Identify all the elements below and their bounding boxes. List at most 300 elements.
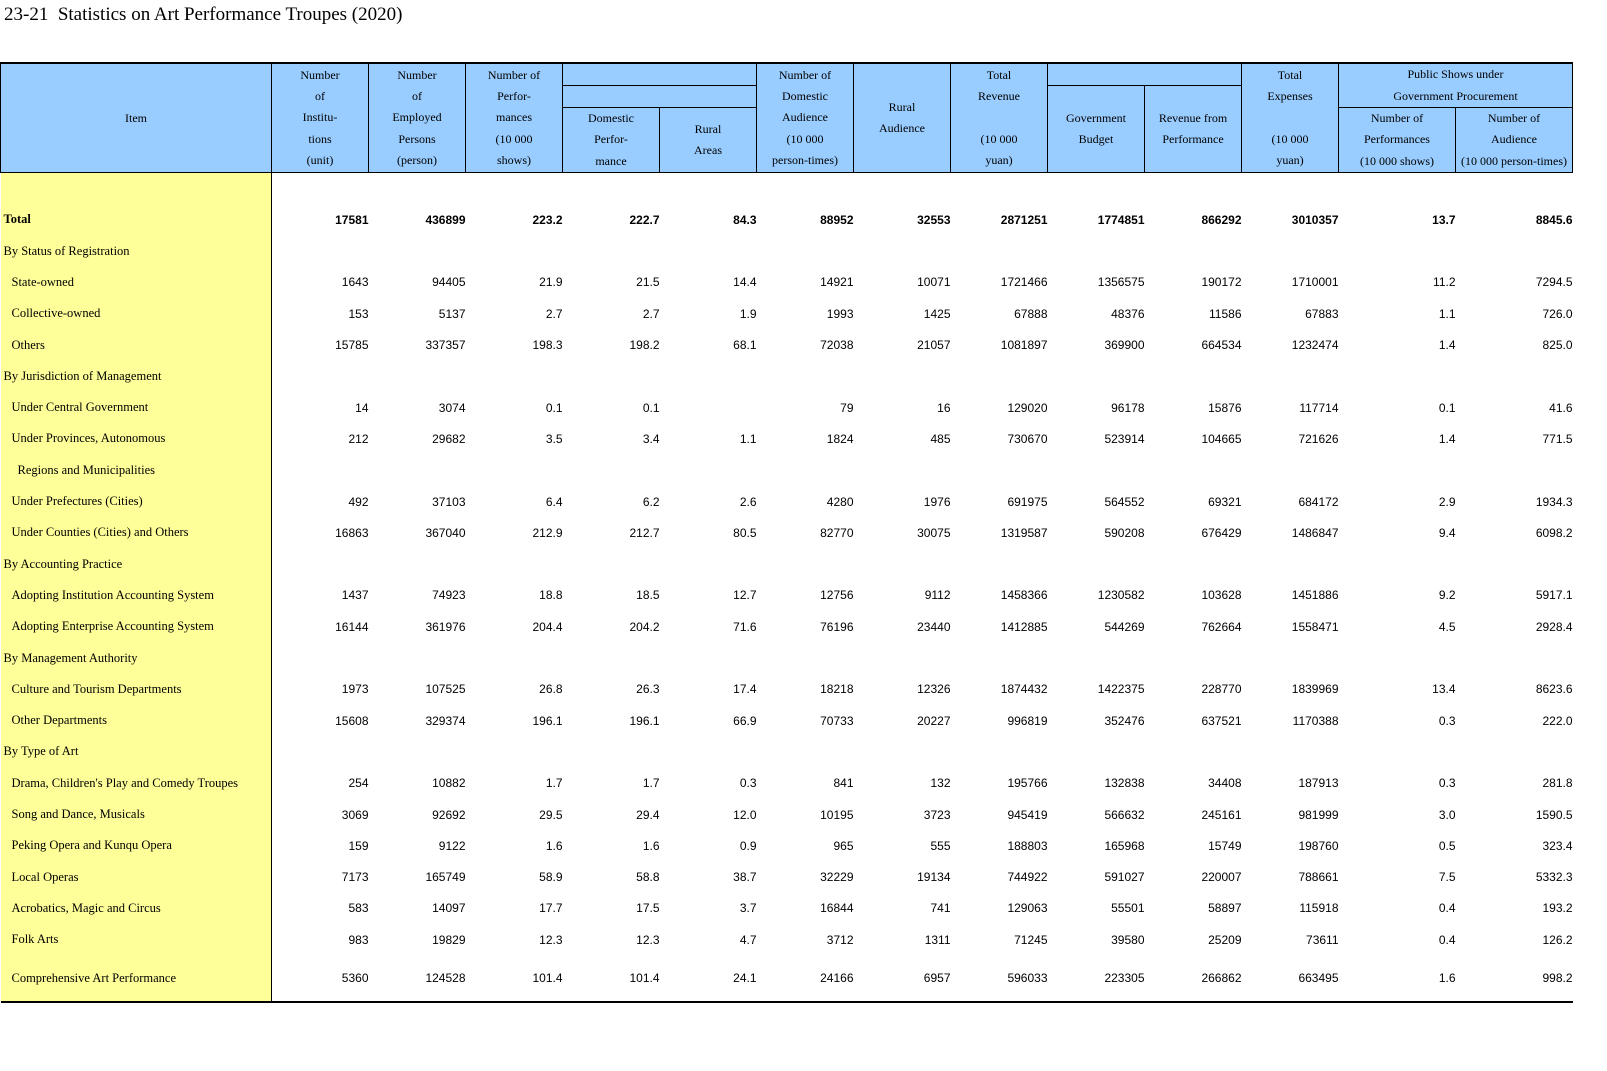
table-cell: 0.1 <box>545 400 563 415</box>
table-cell: 165749 <box>425 870 466 885</box>
table-cell: 82770 <box>820 525 854 540</box>
table-cell: 84.3 <box>733 212 757 227</box>
table-cell: 691975 <box>1007 494 1048 509</box>
table-cell: 13.4 <box>1432 682 1456 697</box>
table-cell: 11.2 <box>1433 275 1456 290</box>
table-row <box>1 955 1573 1002</box>
table-cell: 9112 <box>924 588 951 603</box>
table-row <box>1 768 1573 799</box>
table-cell: 2.6 <box>739 494 757 509</box>
table-cell <box>1242 642 1339 673</box>
table-cell: 222.7 <box>629 212 660 227</box>
table-cell <box>1339 548 1456 579</box>
spacer-row <box>1 173 1573 205</box>
table-cell: 37103 <box>432 494 466 509</box>
table-cell: 13.7 <box>1432 212 1456 227</box>
table-cell: 825.0 <box>1542 338 1573 353</box>
table-cell: 1.4 <box>1438 338 1456 353</box>
row-label: Comprehensive Art Performance <box>1 955 272 1002</box>
row-label: Culture and Tourism Departments <box>1 674 272 705</box>
table-cell: 436899 <box>425 212 466 227</box>
table-cell <box>1048 236 1145 267</box>
table-cell: 1230582 <box>1097 588 1145 603</box>
table-cell: 1451886 <box>1291 588 1339 603</box>
table-row <box>1 705 1573 736</box>
table-cell <box>854 548 951 579</box>
table-cell <box>1456 236 1573 267</box>
row-label: Under Provinces, Autonomous <box>1 423 272 454</box>
header-rural-audience: Rural Audience <box>854 63 951 173</box>
row-label: Adopting Enterprise Accounting System <box>1 611 272 642</box>
table-cell <box>951 548 1048 579</box>
table-cell <box>660 548 757 579</box>
table-cell: 945419 <box>1007 807 1048 822</box>
table-cell: 26.3 <box>636 682 660 697</box>
table-cell <box>1456 455 1573 486</box>
table-cell: 38.7 <box>733 870 757 885</box>
table-cell: 12.7 <box>733 588 757 603</box>
table-cell: 16863 <box>335 525 369 540</box>
table-cell <box>272 736 369 767</box>
table-cell: 788661 <box>1298 870 1339 885</box>
table-cell: 6.4 <box>545 494 563 509</box>
table-cell <box>757 736 854 767</box>
row-label: Other Departments <box>1 705 272 736</box>
table-cell: 983 <box>348 932 369 947</box>
table-cell: 684172 <box>1298 494 1339 509</box>
table-cell: 1081897 <box>1000 338 1048 353</box>
row-label: Adopting Institution Accounting System <box>1 580 272 611</box>
spacer-cell <box>1 173 272 205</box>
table-cell: 71.6 <box>733 619 757 634</box>
table-cell: 12326 <box>917 682 951 697</box>
spacer-cell <box>1339 173 1456 205</box>
table-cell <box>1048 548 1145 579</box>
table-cell: 492 <box>348 494 369 509</box>
table-cell: 41.6 <box>1549 400 1573 415</box>
table-cell <box>951 236 1048 267</box>
table-cell: 10071 <box>917 275 951 290</box>
table-cell: 19829 <box>432 932 466 947</box>
table-row <box>1 455 1573 486</box>
table-cell <box>1145 361 1242 392</box>
table-row <box>1 486 1573 517</box>
table-cell: 3.7 <box>739 901 757 916</box>
table-cell <box>1339 736 1456 767</box>
table-cell <box>369 236 466 267</box>
table-cell: 663495 <box>1242 955 1339 1002</box>
table-cell: 1993 <box>826 306 854 321</box>
table-cell: 29.4 <box>636 807 660 822</box>
table-cell: 1486847 <box>1291 525 1339 540</box>
table-cell: 23440 <box>917 619 951 634</box>
table-cell <box>1048 455 1145 486</box>
table-cell: 21.5 <box>636 275 660 290</box>
table-cell: 70733 <box>820 713 854 728</box>
spacer-cell <box>1048 173 1145 205</box>
table-cell: 193.2 <box>1542 901 1573 916</box>
table-cell: 664534 <box>1201 338 1242 353</box>
table-row <box>1 924 1573 955</box>
table-cell: 17.4 <box>733 682 757 697</box>
table-cell <box>369 548 466 579</box>
table-cell: 58897 <box>1208 901 1242 916</box>
table-cell <box>757 236 854 267</box>
table-row <box>1 611 1573 642</box>
row-label: By Jurisdiction of Management <box>1 361 272 392</box>
table-cell: 591027 <box>1104 870 1145 885</box>
table-cell: 17.5 <box>636 901 660 916</box>
table-cell <box>660 361 757 392</box>
table-cell <box>951 455 1048 486</box>
table-cell <box>1145 642 1242 673</box>
table-cell: 79 <box>840 400 854 415</box>
table-cell: 1412885 <box>1000 619 1048 634</box>
row-label: Folk Arts <box>1 924 272 955</box>
table-cell <box>369 736 466 767</box>
table-cell: 1774851 <box>1097 212 1145 227</box>
table-cell: 1558471 <box>1291 619 1339 634</box>
table-cell: 129020 <box>1007 400 1048 415</box>
table-cell: 0.3 <box>1438 776 1456 791</box>
table-cell: 726.0 <box>1542 306 1573 321</box>
table-cell: 5360 <box>272 955 369 1002</box>
table-cell: 73611 <box>1306 932 1339 947</box>
row-label: Collective-owned <box>1 298 272 329</box>
row-label: Regions and Municipalities <box>1 455 272 486</box>
table-cell <box>1242 736 1339 767</box>
table-cell <box>563 455 660 486</box>
table-cell: 14.4 <box>733 275 757 290</box>
table-cell <box>1242 455 1339 486</box>
row-label: Peking Opera and Kunqu Opera <box>1 830 272 861</box>
table-cell: 1.1 <box>739 431 757 446</box>
header-public-performances: Number of Performances (10 000 shows) <box>1339 108 1456 173</box>
table-cell: 2.7 <box>545 306 563 321</box>
row-label: Total <box>1 204 272 235</box>
table-cell: 67888 <box>1014 306 1048 321</box>
table-cell: 15785 <box>335 338 369 353</box>
table-cell: 129063 <box>1007 901 1048 916</box>
table-cell: 721626 <box>1298 431 1339 446</box>
table-cell: 8845.6 <box>1535 212 1573 227</box>
table-cell: 1643 <box>341 275 369 290</box>
table-row <box>1 423 1573 454</box>
table-cell: 6098.2 <box>1535 525 1573 540</box>
table-cell: 1.4 <box>1438 431 1456 446</box>
table-cell: 2.9 <box>1438 494 1456 509</box>
table-row <box>1 674 1573 705</box>
table-cell: 866292 <box>1201 212 1242 227</box>
table-cell <box>660 236 757 267</box>
table-cell <box>951 642 1048 673</box>
table-cell <box>1145 548 1242 579</box>
table-row <box>1 642 1573 673</box>
table-cell: 323.4 <box>1542 838 1573 853</box>
table-cell <box>1048 361 1145 392</box>
table-cell: 55501 <box>1111 901 1145 916</box>
table-cell <box>660 642 757 673</box>
table-cell: 117714 <box>1299 400 1339 415</box>
table-cell: 8623.6 <box>1535 682 1573 697</box>
table-cell: 555 <box>930 838 951 853</box>
table-cell <box>854 455 951 486</box>
table-cell: 74923 <box>432 588 466 603</box>
table-cell: 5917.1 <box>1535 588 1573 603</box>
table-cell: 485 <box>930 431 951 446</box>
table-cell: 254 <box>348 776 369 791</box>
table-cell: 3010357 <box>1291 212 1339 227</box>
table-cell: 195766 <box>1007 776 1048 791</box>
table-cell: 352476 <box>1104 713 1145 728</box>
table-cell <box>1242 548 1339 579</box>
table-cell <box>272 642 369 673</box>
header-performances-subgroup-line <box>563 86 757 108</box>
table-row <box>1 204 1573 235</box>
table-cell: 566632 <box>1104 807 1145 822</box>
table-cell: 9122 <box>438 838 466 853</box>
header-item: Item <box>1 63 272 173</box>
table-cell <box>1242 361 1339 392</box>
header-domestic-performance: Domestic Perfor- mance <box>563 108 660 173</box>
table-cell: 730670 <box>1007 431 1048 446</box>
table-cell <box>466 236 563 267</box>
table-cell: 24.1 <box>660 955 757 1002</box>
table-cell: 1458366 <box>1000 588 1048 603</box>
table-cell: 0.9 <box>739 838 757 853</box>
table-cell <box>1145 455 1242 486</box>
table-cell <box>854 736 951 767</box>
table-cell: 14097 <box>432 901 466 916</box>
table-cell: 198760 <box>1298 838 1339 853</box>
table-cell: 76196 <box>820 619 854 634</box>
table-cell: 68.1 <box>733 338 757 353</box>
table-cell: 14 <box>355 400 369 415</box>
spacer-cell <box>369 173 466 205</box>
row-label: By Management Authority <box>1 642 272 673</box>
row-label: By Type of Art <box>1 736 272 767</box>
table-row <box>1 267 1573 298</box>
table-cell: 6.2 <box>642 494 660 509</box>
table-cell: 544269 <box>1104 619 1145 634</box>
table-cell: 637521 <box>1201 713 1242 728</box>
header-revenue-group-blank <box>1048 63 1242 86</box>
table-cell <box>1339 236 1456 267</box>
table-cell: 7173 <box>341 870 369 885</box>
table-cell: 12.0 <box>733 807 757 822</box>
table-cell: 188803 <box>1007 838 1048 853</box>
table-cell: 12.3 <box>636 932 660 947</box>
table-cell: 196.1 <box>532 713 563 728</box>
table-cell <box>466 548 563 579</box>
table-cell: 0.1 <box>1438 400 1456 415</box>
spacer-cell <box>757 173 854 205</box>
table-cell: 1976 <box>923 494 951 509</box>
table-cell: 3074 <box>438 400 466 415</box>
table-cell: 3712 <box>826 932 854 947</box>
table-cell: 29682 <box>432 431 466 446</box>
table-cell: 676429 <box>1201 525 1242 540</box>
table-row <box>1 736 1573 767</box>
table-cell: 80.5 <box>733 525 757 540</box>
row-label: Drama, Children's Play and Comedy Troupes <box>1 768 272 799</box>
table-cell: 2871251 <box>1000 212 1048 227</box>
table-cell: 16144 <box>335 619 369 634</box>
table-cell: 1356575 <box>1097 275 1145 290</box>
table-cell: 981999 <box>1298 807 1339 822</box>
table-cell: 187913 <box>1298 776 1339 791</box>
table-cell <box>1145 736 1242 767</box>
table-cell: 132838 <box>1104 776 1145 791</box>
table-cell: 583 <box>348 901 369 916</box>
table-cell: 2.7 <box>642 306 660 321</box>
table-header <box>1 63 1573 173</box>
table-cell: 29.5 <box>539 807 563 822</box>
table-cell: 12756 <box>820 588 854 603</box>
table-cell: 965 <box>833 838 854 853</box>
table-cell <box>1242 236 1339 267</box>
table-cell: 7.5 <box>1438 870 1456 885</box>
table-cell: 17581 <box>335 212 369 227</box>
spacer-cell <box>466 173 563 205</box>
table-cell: 220007 <box>1201 870 1242 885</box>
row-label: Under Central Government <box>1 392 272 423</box>
table-cell: 9.4 <box>1438 525 1456 540</box>
table-cell <box>1339 455 1456 486</box>
table-cell: 0.3 <box>739 776 757 791</box>
table-cell <box>272 361 369 392</box>
table-cell: 101.4 <box>563 955 660 1002</box>
table-cell: 4.5 <box>1438 619 1456 634</box>
table-row <box>1 861 1573 892</box>
table-cell <box>1456 642 1573 673</box>
table-cell: 72038 <box>820 338 854 353</box>
table-cell: 564552 <box>1104 494 1145 509</box>
table-cell: 58.9 <box>539 870 563 885</box>
table-cell <box>854 642 951 673</box>
table-cell: 30075 <box>917 525 951 540</box>
table-row <box>1 329 1573 360</box>
table-cell <box>272 455 369 486</box>
table-cell: 10882 <box>432 776 466 791</box>
table-cell: 126.2 <box>1542 932 1573 947</box>
table-cell <box>1339 361 1456 392</box>
table-cell: 19134 <box>917 870 951 885</box>
table-cell: 3.4 <box>642 431 660 446</box>
table-cell <box>757 642 854 673</box>
table-cell: 5332.3 <box>1535 870 1573 885</box>
table-cell: 204.4 <box>532 619 563 634</box>
table-cell: 1934.3 <box>1535 494 1573 509</box>
table-cell: 1.6 <box>1339 955 1456 1002</box>
table-cell: 223305 <box>1048 955 1145 1002</box>
page-title: 23-21 Statistics on Art Performance Troupes (2020) <box>4 4 403 25</box>
table-cell: 132 <box>930 776 951 791</box>
spacer-cell <box>1456 173 1573 205</box>
table-cell <box>563 642 660 673</box>
table-cell: 4280 <box>826 494 854 509</box>
header-rural-areas: Rural Areas <box>660 108 757 173</box>
table-cell <box>466 455 563 486</box>
spacer-cell <box>951 173 1048 205</box>
table-row <box>1 799 1573 830</box>
table-cell <box>369 361 466 392</box>
table-cell: 67883 <box>1305 306 1339 321</box>
table-cell: 1170388 <box>1292 713 1339 728</box>
table-cell: 1232474 <box>1291 338 1339 353</box>
table-cell: 1.7 <box>642 776 660 791</box>
table-cell: 281.8 <box>1542 776 1573 791</box>
table-cell: 1319587 <box>1000 525 1048 540</box>
table-cell: 762664 <box>1201 619 1242 634</box>
table-cell: 1874432 <box>1000 682 1048 697</box>
table-cell: 1422375 <box>1097 682 1145 697</box>
table-cell: 361976 <box>425 619 466 634</box>
table-cell: 198.2 <box>629 338 660 353</box>
table-cell: 15876 <box>1208 400 1242 415</box>
table-row <box>1 517 1573 548</box>
table-cell: 18.5 <box>636 588 660 603</box>
table-cell: 71245 <box>1014 932 1048 947</box>
table-cell: 88952 <box>820 212 854 227</box>
header-total-revenue: Total Revenue (10 000 yuan) <box>951 63 1048 173</box>
table-cell: 204.2 <box>629 619 660 634</box>
table-cell <box>563 548 660 579</box>
table-cell: 92692 <box>432 807 466 822</box>
table-cell <box>660 392 757 423</box>
table-cell: 222.0 <box>1542 713 1573 728</box>
table-cell: 26.8 <box>539 682 563 697</box>
table-cell: 48376 <box>1111 306 1145 321</box>
table-cell: 212.9 <box>532 525 563 540</box>
table-cell: 590208 <box>1104 525 1145 540</box>
table-row <box>1 392 1573 423</box>
table-row <box>1 236 1573 267</box>
table-cell: 66.9 <box>733 713 757 728</box>
header-public-audience: Number of Audience (10 000 person-times) <box>1456 108 1573 173</box>
spacer-cell <box>1242 173 1339 205</box>
table-cell <box>272 548 369 579</box>
table-cell: 212 <box>348 431 369 446</box>
header-public-shows-group: Public Shows under Government Procurement <box>1339 63 1573 108</box>
table-cell: 0.4 <box>1438 901 1456 916</box>
table-cell: 7294.5 <box>1535 275 1573 290</box>
header-performances: Number of Perfor- mances (10 000 shows) <box>466 63 563 173</box>
table-cell: 165968 <box>1104 838 1145 853</box>
header-government-budget: Government Budget <box>1048 86 1145 173</box>
table-cell: 741 <box>930 901 951 916</box>
table-cell: 1.6 <box>545 838 563 853</box>
table-cell <box>563 736 660 767</box>
table-cell <box>660 736 757 767</box>
table-cell: 124528 <box>369 955 466 1002</box>
table-cell: 69321 <box>1208 494 1242 509</box>
table-cell: 15608 <box>335 713 369 728</box>
table-cell: 196.1 <box>629 713 660 728</box>
table-row <box>1 548 1573 579</box>
row-label: Local Operas <box>1 861 272 892</box>
table-cell: 18218 <box>820 682 854 697</box>
table-cell: 34408 <box>1208 776 1242 791</box>
header-institutions: Number of Institu- tions (unit) <box>272 63 369 173</box>
table-cell: 1721466 <box>1000 275 1048 290</box>
table-cell: 1824 <box>826 431 854 446</box>
table-cell: 16 <box>937 400 951 415</box>
table-cell: 1.1 <box>1438 306 1456 321</box>
table-cell: 1437 <box>341 588 369 603</box>
table-cell <box>1145 236 1242 267</box>
table-cell: 212.7 <box>629 525 660 540</box>
